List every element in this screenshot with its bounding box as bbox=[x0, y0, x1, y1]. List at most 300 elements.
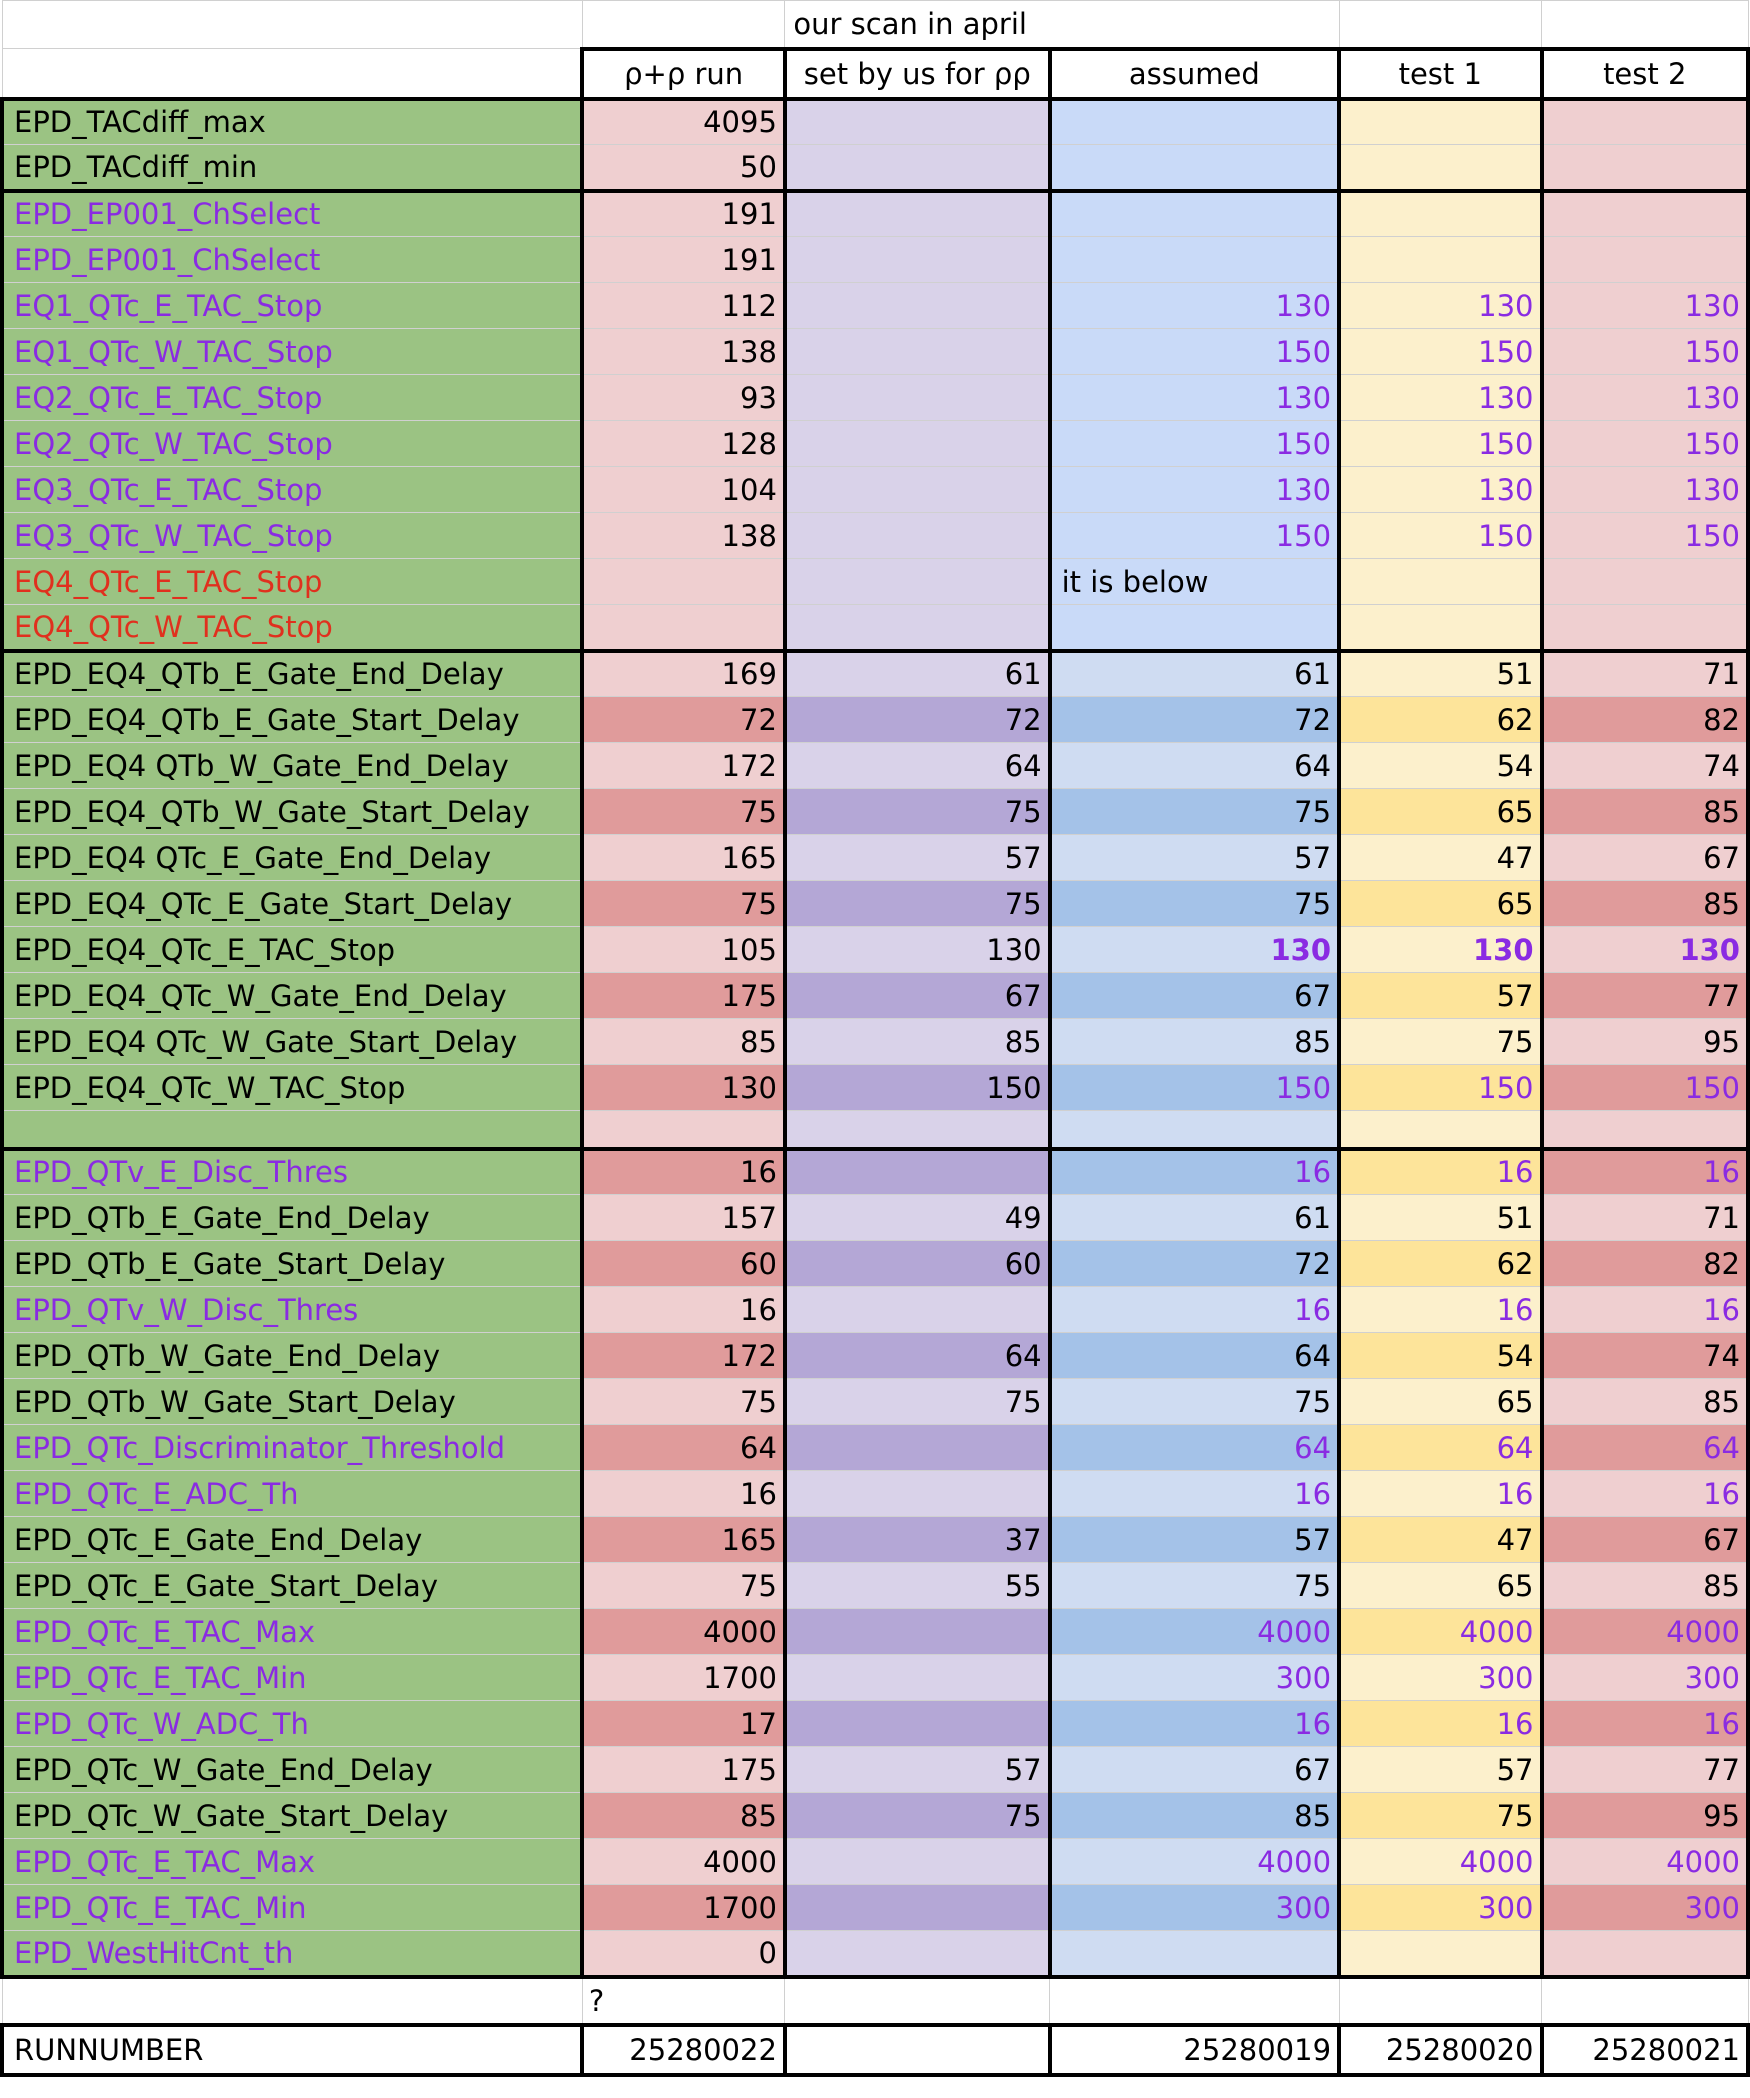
value-cell[interactable] bbox=[1542, 99, 1748, 145]
value-cell[interactable]: 105 bbox=[582, 927, 784, 973]
value-cell[interactable]: 65 bbox=[1339, 881, 1541, 927]
parameter-name[interactable]: EPD_EQ4_QTc_E_Gate_Start_Delay bbox=[2, 881, 582, 927]
value-cell[interactable]: 300 bbox=[1339, 1885, 1541, 1931]
value-cell[interactable] bbox=[1542, 559, 1748, 605]
value-cell[interactable]: 74 bbox=[1542, 1333, 1748, 1379]
value-cell[interactable]: 75 bbox=[785, 789, 1050, 835]
table-row bbox=[2, 1793, 1748, 1839]
value-cell[interactable]: 16 bbox=[1542, 1149, 1748, 1195]
table-row bbox=[2, 1195, 1748, 1241]
scan-note[interactable]: our scan in april bbox=[785, 1, 1339, 49]
value-cell[interactable]: 67 bbox=[1542, 835, 1748, 881]
value-cell[interactable]: 150 bbox=[1339, 329, 1541, 375]
parameter-name[interactable]: EPD_EQ4_QTb_E_Gate_End_Delay bbox=[2, 651, 582, 697]
value-cell[interactable]: 130 bbox=[1050, 927, 1339, 973]
value-cell[interactable]: 300 bbox=[1050, 1655, 1339, 1701]
column-header[interactable]: ρ+ρ run bbox=[582, 49, 784, 99]
value-cell[interactable]: 64 bbox=[1050, 1333, 1339, 1379]
value-cell[interactable]: 64 bbox=[785, 1333, 1050, 1379]
runnumber-value[interactable]: 25280020 bbox=[1339, 2025, 1541, 2075]
value-cell[interactable] bbox=[1339, 99, 1541, 145]
value-cell[interactable]: 75 bbox=[1050, 1563, 1339, 1609]
value-cell[interactable]: 85 bbox=[1050, 1019, 1339, 1065]
value-cell[interactable]: 75 bbox=[785, 881, 1050, 927]
parameter-name[interactable]: EPD_QTv_W_Disc_Thres bbox=[2, 1287, 582, 1333]
table-row bbox=[2, 1287, 1748, 1333]
value-cell[interactable]: 130 bbox=[1542, 927, 1748, 973]
value-cell[interactable] bbox=[785, 1885, 1050, 1931]
value-cell[interactable]: 172 bbox=[582, 1333, 784, 1379]
value-cell[interactable]: 16 bbox=[582, 1287, 784, 1333]
value-cell[interactable]: 75 bbox=[582, 1379, 784, 1425]
table-row bbox=[2, 329, 1748, 375]
table-row bbox=[2, 99, 1748, 145]
value-cell[interactable]: 85 bbox=[1050, 1793, 1339, 1839]
value-cell[interactable]: 85 bbox=[582, 1793, 784, 1839]
column-header[interactable]: set by us for ρρ bbox=[785, 49, 1050, 99]
value-cell[interactable]: 130 bbox=[1339, 283, 1541, 329]
value-cell[interactable]: 71 bbox=[1542, 651, 1748, 697]
value-cell[interactable]: 128 bbox=[582, 421, 784, 467]
table-row bbox=[2, 421, 1748, 467]
value-cell[interactable]: 104 bbox=[582, 467, 784, 513]
table-row bbox=[2, 1839, 1748, 1885]
value-cell[interactable]: 4000 bbox=[1542, 1609, 1748, 1655]
value-cell[interactable]: 4000 bbox=[1050, 1609, 1339, 1655]
cell[interactable] bbox=[2, 1, 582, 49]
value-cell[interactable]: 150 bbox=[1339, 421, 1541, 467]
table-row bbox=[2, 789, 1748, 835]
value-cell[interactable]: 150 bbox=[1542, 1065, 1748, 1111]
value-cell[interactable]: 72 bbox=[1050, 697, 1339, 743]
value-cell[interactable] bbox=[785, 1839, 1050, 1885]
value-cell[interactable]: 138 bbox=[582, 329, 784, 375]
value-cell[interactable]: 300 bbox=[1542, 1655, 1748, 1701]
value-cell[interactable]: 72 bbox=[1050, 1241, 1339, 1287]
value-cell[interactable]: 54 bbox=[1339, 743, 1541, 789]
value-cell[interactable]: 50 bbox=[582, 145, 784, 191]
value-cell[interactable]: 71 bbox=[1542, 1195, 1748, 1241]
column-header[interactable]: test 1 bbox=[1339, 49, 1541, 99]
value-cell[interactable]: 16 bbox=[582, 1471, 784, 1517]
value-cell[interactable]: 57 bbox=[1050, 835, 1339, 881]
value-cell[interactable] bbox=[785, 1609, 1050, 1655]
parameter-name[interactable]: EPD_QTb_W_Gate_End_Delay bbox=[2, 1333, 582, 1379]
runnumber-value[interactable]: 25280021 bbox=[1542, 2025, 1748, 2075]
runnumber-value[interactable] bbox=[785, 2025, 1050, 2075]
value-cell[interactable] bbox=[785, 237, 1050, 283]
parameter-name[interactable]: EQ4_QTc_E_TAC_Stop bbox=[2, 559, 582, 605]
value-cell[interactable] bbox=[582, 559, 784, 605]
value-cell[interactable]: 75 bbox=[582, 1563, 784, 1609]
value-cell[interactable]: 16 bbox=[1050, 1701, 1339, 1747]
value-cell[interactable]: 16 bbox=[1339, 1701, 1541, 1747]
parameter-name[interactable]: EPD_QTc_W_ADC_Th bbox=[2, 1701, 582, 1747]
cell[interactable] bbox=[2, 1977, 582, 2025]
value-cell[interactable]: 172 bbox=[582, 743, 784, 789]
value-cell[interactable]: 112 bbox=[582, 283, 784, 329]
value-cell[interactable] bbox=[1542, 1111, 1748, 1149]
runnumber-value[interactable]: 25280022 bbox=[582, 2025, 784, 2075]
parameter-name[interactable]: EPD_EQ4 QTc_E_Gate_End_Delay bbox=[2, 835, 582, 881]
value-cell[interactable]: 130 bbox=[582, 1065, 784, 1111]
table-row bbox=[2, 145, 1748, 191]
value-cell[interactable]: 64 bbox=[1339, 1425, 1541, 1471]
parameter-name[interactable]: EPD_EQ4_QTc_W_Gate_End_Delay bbox=[2, 973, 582, 1019]
value-cell[interactable] bbox=[1339, 559, 1541, 605]
parameter-name[interactable]: EPD_QTc_E_ADC_Th bbox=[2, 1471, 582, 1517]
value-cell[interactable] bbox=[785, 513, 1050, 559]
value-cell[interactable]: 61 bbox=[785, 651, 1050, 697]
value-cell[interactable]: 85 bbox=[1542, 1379, 1748, 1425]
parameter-name[interactable]: EPD_QTc_E_Gate_Start_Delay bbox=[2, 1563, 582, 1609]
value-cell[interactable] bbox=[1339, 191, 1541, 237]
parameter-name[interactable]: EQ3_QTc_E_TAC_Stop bbox=[2, 467, 582, 513]
value-cell[interactable]: 57 bbox=[785, 835, 1050, 881]
table-row bbox=[2, 1563, 1748, 1609]
value-cell[interactable]: 17 bbox=[582, 1701, 784, 1747]
value-cell[interactable]: 65 bbox=[1339, 789, 1541, 835]
value-cell[interactable]: 16 bbox=[1339, 1471, 1541, 1517]
table-row bbox=[2, 1019, 1748, 1065]
value-cell[interactable]: 0 bbox=[582, 1931, 784, 1977]
value-cell[interactable]: 4095 bbox=[582, 99, 784, 145]
parameter-name[interactable]: EPD_QTc_W_Gate_End_Delay bbox=[2, 1747, 582, 1793]
value-cell[interactable]: 85 bbox=[1542, 1563, 1748, 1609]
value-cell[interactable]: 67 bbox=[785, 973, 1050, 1019]
value-cell[interactable]: 64 bbox=[582, 1425, 784, 1471]
cell[interactable] bbox=[582, 1, 784, 49]
value-cell[interactable] bbox=[785, 559, 1050, 605]
value-cell[interactable]: 157 bbox=[582, 1195, 784, 1241]
value-cell[interactable]: 150 bbox=[1050, 513, 1339, 559]
value-cell[interactable] bbox=[785, 283, 1050, 329]
cell[interactable] bbox=[1542, 1977, 1748, 2025]
table-row bbox=[2, 1425, 1748, 1471]
parameter-name[interactable]: EPD_QTc_E_TAC_Min bbox=[2, 1885, 582, 1931]
parameter-name[interactable]: EQ4_QTc_W_TAC_Stop bbox=[2, 605, 582, 651]
value-cell[interactable]: 61 bbox=[1050, 651, 1339, 697]
table-row bbox=[2, 191, 1748, 237]
value-cell[interactable] bbox=[785, 1425, 1050, 1471]
value-cell[interactable]: 16 bbox=[1339, 1287, 1541, 1333]
parameter-name[interactable]: EPD_EQ4 QTc_W_Gate_Start_Delay bbox=[2, 1019, 582, 1065]
value-cell[interactable]: 49 bbox=[785, 1195, 1050, 1241]
parameter-name[interactable]: EQ2_QTc_E_TAC_Stop bbox=[2, 375, 582, 421]
value-cell[interactable]: 138 bbox=[582, 513, 784, 559]
value-cell[interactable] bbox=[785, 1931, 1050, 1977]
table-row bbox=[2, 1747, 1748, 1793]
value-cell[interactable]: 150 bbox=[1542, 513, 1748, 559]
value-cell[interactable]: 57 bbox=[1050, 1517, 1339, 1563]
value-cell[interactable] bbox=[785, 329, 1050, 375]
value-cell[interactable]: 64 bbox=[1050, 743, 1339, 789]
value-cell[interactable]: 16 bbox=[1542, 1471, 1748, 1517]
value-cell[interactable]: 65 bbox=[1339, 1379, 1541, 1425]
value-cell[interactable] bbox=[582, 1111, 784, 1149]
value-cell[interactable]: 300 bbox=[1050, 1885, 1339, 1931]
value-cell[interactable]: 72 bbox=[582, 697, 784, 743]
value-cell[interactable] bbox=[785, 605, 1050, 651]
table-row bbox=[2, 1333, 1748, 1379]
value-cell[interactable]: 130 bbox=[1050, 283, 1339, 329]
value-cell[interactable]: 16 bbox=[1050, 1287, 1339, 1333]
value-cell[interactable]: 130 bbox=[1542, 467, 1748, 513]
value-cell[interactable]: 95 bbox=[1542, 1793, 1748, 1839]
parameter-name[interactable]: EPD_TACdiff_max bbox=[2, 99, 582, 145]
table-row bbox=[2, 1655, 1748, 1701]
parameter-name[interactable]: EPD_QTb_E_Gate_Start_Delay bbox=[2, 1241, 582, 1287]
value-cell[interactable] bbox=[1050, 191, 1339, 237]
value-cell[interactable]: 165 bbox=[582, 1517, 784, 1563]
value-cell[interactable]: 191 bbox=[582, 191, 784, 237]
cell[interactable] bbox=[1339, 1977, 1541, 2025]
cell[interactable] bbox=[2, 49, 582, 99]
parameter-name[interactable]: EPD_QTc_E_TAC_Max bbox=[2, 1609, 582, 1655]
value-cell[interactable] bbox=[1050, 99, 1339, 145]
table-row bbox=[2, 513, 1748, 559]
value-cell[interactable] bbox=[1542, 237, 1748, 283]
value-cell[interactable]: 85 bbox=[582, 1019, 784, 1065]
table-row bbox=[2, 881, 1748, 927]
value-cell[interactable]: 60 bbox=[582, 1241, 784, 1287]
parameter-name[interactable]: EPD_EQ4 QTb_W_Gate_End_Delay bbox=[2, 743, 582, 789]
value-cell[interactable]: 75 bbox=[1050, 1379, 1339, 1425]
value-cell[interactable]: 60 bbox=[785, 1241, 1050, 1287]
value-cell[interactable]: 300 bbox=[1339, 1655, 1541, 1701]
value-cell[interactable] bbox=[1542, 145, 1748, 191]
value-cell[interactable]: 4000 bbox=[1050, 1839, 1339, 1885]
parameter-name[interactable]: EPD_EP001_ChSelect bbox=[2, 191, 582, 237]
parameter-name[interactable]: EPD_EQ4_QTb_W_Gate_Start_Delay bbox=[2, 789, 582, 835]
value-cell[interactable]: 67 bbox=[1050, 973, 1339, 1019]
value-cell[interactable] bbox=[785, 1471, 1050, 1517]
value-cell[interactable] bbox=[785, 191, 1050, 237]
runnumber-label[interactable]: RUNNUMBER bbox=[2, 2025, 582, 2075]
cell[interactable] bbox=[1542, 1, 1748, 49]
value-cell[interactable]: 82 bbox=[1542, 1241, 1748, 1287]
parameter-name[interactable]: EPD_QTv_E_Disc_Thres bbox=[2, 1149, 582, 1195]
parameter-name[interactable]: EPD_TACdiff_min bbox=[2, 145, 582, 191]
table-row bbox=[2, 559, 1748, 605]
value-cell[interactable] bbox=[1050, 1931, 1339, 1977]
cell[interactable] bbox=[785, 1977, 1050, 2025]
value-cell[interactable]: 300 bbox=[1542, 1885, 1748, 1931]
value-cell[interactable] bbox=[785, 1701, 1050, 1747]
value-cell[interactable] bbox=[785, 1149, 1050, 1195]
value-cell[interactable]: 85 bbox=[1542, 789, 1748, 835]
value-cell[interactable]: 175 bbox=[582, 1747, 784, 1793]
value-cell[interactable]: 75 bbox=[785, 1793, 1050, 1839]
value-cell[interactable] bbox=[785, 145, 1050, 191]
value-cell[interactable]: 150 bbox=[1339, 513, 1541, 559]
value-cell[interactable]: 75 bbox=[1050, 881, 1339, 927]
parameter-name[interactable]: EQ3_QTc_W_TAC_Stop bbox=[2, 513, 582, 559]
value-cell[interactable] bbox=[1339, 237, 1541, 283]
table-row bbox=[2, 1609, 1748, 1655]
value-cell[interactable]: 130 bbox=[1542, 283, 1748, 329]
value-cell[interactable] bbox=[1339, 605, 1541, 651]
value-cell[interactable]: 75 bbox=[582, 881, 784, 927]
value-cell[interactable]: 130 bbox=[1050, 467, 1339, 513]
value-cell[interactable] bbox=[1339, 1931, 1541, 1977]
value-cell[interactable]: 150 bbox=[1050, 421, 1339, 467]
parameter-name[interactable]: EPD_QTb_E_Gate_End_Delay bbox=[2, 1195, 582, 1241]
table-row bbox=[2, 605, 1748, 651]
value-cell[interactable] bbox=[1050, 237, 1339, 283]
parameter-name[interactable]: EPD_EQ4_QTb_E_Gate_Start_Delay bbox=[2, 697, 582, 743]
value-cell[interactable]: 47 bbox=[1339, 1517, 1541, 1563]
value-cell[interactable]: 16 bbox=[1339, 1149, 1541, 1195]
value-cell[interactable] bbox=[1542, 191, 1748, 237]
value-cell[interactable] bbox=[785, 421, 1050, 467]
column-header[interactable]: assumed bbox=[1050, 49, 1339, 99]
value-cell[interactable]: 64 bbox=[1050, 1425, 1339, 1471]
value-cell[interactable]: 75 bbox=[582, 789, 784, 835]
value-cell[interactable] bbox=[1050, 145, 1339, 191]
value-cell[interactable]: 72 bbox=[785, 697, 1050, 743]
question-note[interactable]: ? bbox=[582, 1977, 784, 2025]
value-cell[interactable]: 4000 bbox=[1339, 1609, 1541, 1655]
value-cell[interactable]: 16 bbox=[1050, 1149, 1339, 1195]
value-cell[interactable]: 130 bbox=[1050, 375, 1339, 421]
table-row bbox=[2, 1931, 1748, 1977]
value-cell[interactable]: 93 bbox=[582, 375, 784, 421]
value-cell[interactable]: 62 bbox=[1339, 697, 1541, 743]
value-cell[interactable]: 57 bbox=[785, 1747, 1050, 1793]
parameter-name[interactable]: EPD_QTc_W_Gate_Start_Delay bbox=[2, 1793, 582, 1839]
value-cell[interactable]: 16 bbox=[1542, 1287, 1748, 1333]
parameter-name[interactable]: EPD_EP001_ChSelect bbox=[2, 237, 582, 283]
value-cell[interactable]: 16 bbox=[1050, 1471, 1339, 1517]
value-cell[interactable]: 64 bbox=[1542, 1425, 1748, 1471]
value-cell[interactable]: 130 bbox=[1339, 467, 1541, 513]
value-cell[interactable]: 16 bbox=[582, 1149, 784, 1195]
parameter-name[interactable]: EQ2_QTc_W_TAC_Stop bbox=[2, 421, 582, 467]
value-cell[interactable] bbox=[582, 605, 784, 651]
value-cell[interactable] bbox=[1339, 1111, 1541, 1149]
value-cell[interactable]: 130 bbox=[1339, 927, 1541, 973]
column-header[interactable]: test 2 bbox=[1542, 49, 1748, 99]
value-cell[interactable]: 169 bbox=[582, 651, 784, 697]
value-cell[interactable]: 150 bbox=[1050, 1065, 1339, 1111]
value-cell[interactable]: 85 bbox=[785, 1019, 1050, 1065]
parameter-name[interactable] bbox=[2, 1111, 582, 1149]
value-cell[interactable] bbox=[1050, 1111, 1339, 1149]
value-cell[interactable]: 150 bbox=[1542, 329, 1748, 375]
value-cell[interactable]: 57 bbox=[1339, 1747, 1541, 1793]
table-row bbox=[2, 1517, 1748, 1563]
value-cell[interactable] bbox=[785, 1111, 1050, 1149]
parameter-name[interactable]: EPD_WestHitCnt_th bbox=[2, 1931, 582, 1977]
value-cell[interactable]: 75 bbox=[1339, 1019, 1541, 1065]
parameter-name[interactable]: EPD_QTc_E_TAC_Min bbox=[2, 1655, 582, 1701]
table-row bbox=[2, 743, 1748, 789]
value-cell[interactable]: 150 bbox=[785, 1065, 1050, 1111]
value-cell[interactable]: 57 bbox=[1339, 973, 1541, 1019]
table-row bbox=[2, 1111, 1748, 1149]
value-cell[interactable]: 130 bbox=[1542, 375, 1748, 421]
table-row bbox=[2, 1149, 1748, 1195]
value-cell[interactable] bbox=[1542, 1931, 1748, 1977]
value-cell[interactable]: 61 bbox=[1050, 1195, 1339, 1241]
value-cell[interactable]: 85 bbox=[1542, 881, 1748, 927]
value-cell[interactable]: 130 bbox=[1339, 375, 1541, 421]
table-row bbox=[2, 927, 1748, 973]
value-cell[interactable] bbox=[1542, 605, 1748, 651]
value-cell[interactable]: 74 bbox=[1542, 743, 1748, 789]
value-cell[interactable] bbox=[785, 467, 1050, 513]
value-cell[interactable]: 150 bbox=[1339, 1065, 1541, 1111]
value-cell[interactable]: 51 bbox=[1339, 651, 1541, 697]
value-cell[interactable]: 62 bbox=[1339, 1241, 1541, 1287]
cell[interactable] bbox=[1050, 1977, 1339, 2025]
value-cell[interactable]: 191 bbox=[582, 237, 784, 283]
value-cell[interactable] bbox=[785, 99, 1050, 145]
value-cell[interactable]: 16 bbox=[1542, 1701, 1748, 1747]
value-cell[interactable]: 165 bbox=[582, 835, 784, 881]
value-cell[interactable]: 82 bbox=[1542, 697, 1748, 743]
value-cell[interactable]: 175 bbox=[582, 973, 784, 1019]
parameter-name[interactable]: EPD_QTc_E_TAC_Max bbox=[2, 1839, 582, 1885]
parameter-name[interactable]: EPD_QTb_W_Gate_Start_Delay bbox=[2, 1379, 582, 1425]
cell[interactable] bbox=[1339, 1, 1541, 49]
value-cell[interactable]: it is below bbox=[1050, 559, 1339, 605]
value-cell[interactable]: 4000 bbox=[1339, 1839, 1541, 1885]
value-cell[interactable]: 4000 bbox=[582, 1609, 784, 1655]
value-cell[interactable]: 67 bbox=[1050, 1747, 1339, 1793]
value-cell[interactable]: 95 bbox=[1542, 1019, 1748, 1065]
parameter-name[interactable]: EPD_EQ4_QTc_E_TAC_Stop bbox=[2, 927, 582, 973]
value-cell[interactable]: 75 bbox=[1339, 1793, 1541, 1839]
value-cell[interactable]: 54 bbox=[1339, 1333, 1541, 1379]
value-cell[interactable] bbox=[1339, 145, 1541, 191]
table-row bbox=[2, 1701, 1748, 1747]
runnumber-value[interactable]: 25280019 bbox=[1050, 2025, 1339, 2075]
value-cell[interactable]: 1700 bbox=[582, 1655, 784, 1701]
value-cell[interactable] bbox=[785, 375, 1050, 421]
parameter-name[interactable]: EQ1_QTc_W_TAC_Stop bbox=[2, 329, 582, 375]
value-cell[interactable]: 130 bbox=[785, 927, 1050, 973]
value-cell[interactable]: 65 bbox=[1339, 1563, 1541, 1609]
value-cell[interactable]: 47 bbox=[1339, 835, 1541, 881]
parameter-name[interactable]: EPD_QTc_Discriminator_Threshold bbox=[2, 1425, 582, 1471]
value-cell[interactable] bbox=[785, 1287, 1050, 1333]
parameter-name[interactable]: EPD_QTc_E_Gate_End_Delay bbox=[2, 1517, 582, 1563]
value-cell[interactable]: 150 bbox=[1542, 421, 1748, 467]
value-cell[interactable]: 150 bbox=[1050, 329, 1339, 375]
value-cell[interactable]: 64 bbox=[785, 743, 1050, 789]
value-cell[interactable]: 37 bbox=[785, 1517, 1050, 1563]
value-cell[interactable]: 55 bbox=[785, 1563, 1050, 1609]
value-cell[interactable] bbox=[785, 1655, 1050, 1701]
table-row bbox=[2, 1471, 1748, 1517]
value-cell[interactable]: 75 bbox=[785, 1379, 1050, 1425]
value-cell[interactable]: 67 bbox=[1542, 1517, 1748, 1563]
value-cell[interactable]: 77 bbox=[1542, 1747, 1748, 1793]
value-cell[interactable]: 77 bbox=[1542, 973, 1748, 1019]
value-cell[interactable]: 4000 bbox=[1542, 1839, 1748, 1885]
value-cell[interactable]: 1700 bbox=[582, 1885, 784, 1931]
value-cell[interactable]: 51 bbox=[1339, 1195, 1541, 1241]
value-cell[interactable]: 75 bbox=[1050, 789, 1339, 835]
table-row bbox=[2, 697, 1748, 743]
value-cell[interactable] bbox=[1050, 605, 1339, 651]
value-cell[interactable]: 4000 bbox=[582, 1839, 784, 1885]
parameter-name[interactable]: EQ1_QTc_E_TAC_Stop bbox=[2, 283, 582, 329]
table-row bbox=[2, 237, 1748, 283]
parameter-name[interactable]: EPD_EQ4_QTc_W_TAC_Stop bbox=[2, 1065, 582, 1111]
